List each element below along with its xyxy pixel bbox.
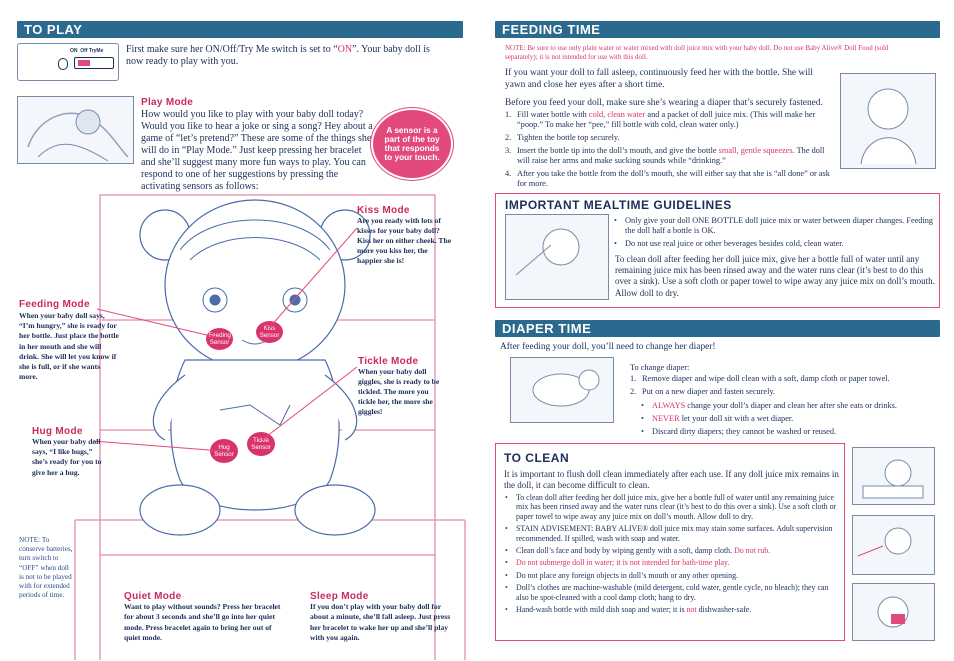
feeding-time-header: FEEDING TIME <box>495 21 940 38</box>
feeding-step-4: 4. After you take the bottle from the doll’s mouth, she will either say that she is “all done” or ask for more. <box>505 169 830 188</box>
diaper-bullet-2: • NEVER let your doll sit with a wet diaper. <box>640 414 940 424</box>
switch-illustration: ON Off TryMe <box>17 43 119 81</box>
feeding-sleep-text: If you want your doll to fall asleep, continuously feed her with the bottle. She will yawn and close her eyes after a short time. <box>505 68 814 90</box>
diaper-steps <box>630 374 935 400</box>
hug-mode-title: Hug Mode <box>32 426 83 437</box>
diaper-bullet-1: • ALWAYS change your doll’s diaper and clean her after she eats or drinks. <box>640 401 940 411</box>
to-clean-intro: It is important to flush doll clean immediately after each use. If any doll juice mix remains in the doll, it can become difficult to clean. <box>504 469 839 491</box>
clean-bullet-2: • STAIN ADVISEMENT: BABY ALIVE® doll juice mix may stain some surfaces. Adult supervision recommended. If spilled, wash with soap and water. <box>504 524 840 543</box>
tickle-sensor-marker: Tickle Sensor <box>247 432 275 456</box>
hug-mode-text: When your baby doll says, “I like hugs,” she’s ready for you to give her a hug. <box>32 437 102 477</box>
sensor-info-badge: A sensor is a part of the toy that responds to your touch. <box>371 108 453 180</box>
sleep-mode-title: Sleep Mode <box>310 591 369 602</box>
battery-note: NOTE: To conserve batteries, turn switch to “OFF” when doll is not to be played with for extended periods of time. <box>19 536 73 600</box>
mealtime-guidelines-box <box>495 193 940 308</box>
clean-bullet-4: • Do not submerge doll in water; it is not intended for bath-time play. <box>504 558 840 567</box>
feeding-sensor-marker: Feeding Sensor <box>206 328 233 350</box>
mealtime-bullet-1: • Only give your doll ONE BOTTLE doll juice mix or water between diaper changes. Feeding the doll half a bottle is OK. <box>613 216 935 236</box>
feeding-photo <box>840 73 936 169</box>
clean-bullet-1: • To clean doll after feeding her doll juice mix, give her a bottle full of water until any remaining juice mix has been rinsed away and the water runs clear (it’s best to do this over a sink). Use a soft cloth or paper towel to wipe away any juice mix on doll’s mouth. Allow doll to dry. <box>504 493 840 521</box>
feeding-step-3: 3. Insert the bottle tip into the doll’s mouth, and give the bottle small, gentle squeezes. The doll will raise her arms and make sucking sounds while “drinking.” <box>505 146 825 165</box>
hug-sensor-marker: Hug Sensor <box>210 439 238 463</box>
tickle-mode-title: Tickle Mode <box>358 356 419 367</box>
to-change-label: To change diaper: <box>630 363 690 372</box>
feeding-note: NOTE: Be sure to use only plain water or water mixed with doll juice mix with your baby doll. Do not use Baby Alive® Doll Food (sold separately); it is not intended for use with this doll. <box>505 44 889 62</box>
feeding-mode-text: When your baby doll says, “I’m hungry,” she is ready for her bottle. Just place the bottle in her mouth and she will drink. She will let you know if she is full, or if she wants more. <box>19 311 119 382</box>
clean-bullet-5: • Do not place any foreign objects in doll’s mouth or any other opening. <box>504 571 840 580</box>
mealtime-clean-text: To clean doll after feeding her doll juice mix, give her a bottle full of water until any remaining juice mix has been rinsed away and the water runs clear (it’s best to do this over a sink). Use a soft cloth or paper towel to wipe away any juice mix on doll’s mouth. Allow doll to dry. <box>615 254 935 298</box>
clean-bullet-3: • Clean doll’s face and body by wiping gently with a soft, damp cloth. Do not rub. <box>504 546 840 555</box>
diaper-step-2: 2. Put on a new diaper and fasten securely. <box>630 387 776 396</box>
quiet-mode-title: Quiet Mode <box>124 591 182 602</box>
diaper-bullet-3: • Discard dirty diapers; they cannot be washed or reused. <box>640 427 940 437</box>
diaper-photo <box>510 357 614 423</box>
diaper-intro: After feeding your doll, you’ll need to change her diaper! <box>500 342 716 352</box>
to-clean-title: TO CLEAN <box>504 451 570 465</box>
diaper-step-1: 1. Remove diaper and wipe doll clean with a soft, damp cloth or paper towel. <box>630 374 890 383</box>
clean-bullet-6: • Doll’s clothes are machine-washable (mild detergent, cold water, gentle cycle, no bleach); they can also be spot-cleaned with a cool damp cloth; hang to dry. <box>504 583 840 602</box>
mealtime-title: IMPORTANT MEALTIME GUIDELINES <box>505 198 732 212</box>
tickle-mode-text: When your baby doll giggles, she is ready to be tickled. The more you tickle her, the more she giggles! <box>358 367 440 416</box>
feeding-mode-title: Feeding Mode <box>19 299 90 310</box>
feeding-steps <box>505 110 830 192</box>
play-mode-text: How would you like to play with your baby doll today? Would you like to hear a joke or sing a song? Hey about a game of “let’s pretend?” These are some of the things she will do in “Play Mode.” Just keep pressing her bracelet and she’ll suggest many more fun ways to play. You can respond to one of her suggestions by pressing the activating sensors as follows: <box>141 109 373 192</box>
feeding-diaper-text: Before you feed your doll, make sure she’s wearing a diaper that’s securely fastened. <box>505 98 823 108</box>
kiss-mode-title: Kiss Mode <box>357 205 410 216</box>
diaper-time-header: DIAPER TIME <box>495 320 940 337</box>
kiss-sensor-marker: Kiss Sensor <box>256 321 283 343</box>
intro-text: First make sure her ON/Off/Try Me switch is set to “ON”. Your baby doll is now ready to play with you. <box>126 44 430 67</box>
to-clean-box <box>495 443 845 641</box>
clean-photo-2 <box>852 515 935 575</box>
quiet-mode-text: Want to play without sounds? Press her bracelet for about 3 seconds and she’ll go into her quiet mode. Press bracelet again to bring her out of quiet mode. <box>124 602 281 643</box>
kiss-mode-text: Are you ready with lots of kisses for your baby doll? Kiss her on either cheek. The more you kiss her, the happier she is! <box>357 216 452 265</box>
mealtime-photo <box>505 214 609 300</box>
feeding-step-2: 2. Tighten the bottle top securely. <box>505 133 620 142</box>
feeding-step-1: 1. Fill water bottle with cold, clean water and a packet of doll juice mix. (This will make her “poop.” To make her “pee,” fill bottle with cold, clean water only.) <box>505 110 816 129</box>
clean-photo-3 <box>852 583 935 641</box>
clean-photo-1 <box>852 447 935 505</box>
to-play-header: TO PLAY <box>17 21 463 38</box>
mealtime-bullet-2: • Do not use real juice or other beverages besides cold, clean water. <box>613 239 935 249</box>
sleep-mode-text: If you don’t play with your baby doll for about a minute, she’ll fall asleep. Just press her bracelet to wake her up and she’ll play with you again. <box>310 602 451 643</box>
play-mode-title: Play Mode <box>141 97 194 108</box>
clean-bullet-7: • Hand-wash bottle with mild dish soap and water; it is not dishwasher-safe. <box>504 605 840 614</box>
